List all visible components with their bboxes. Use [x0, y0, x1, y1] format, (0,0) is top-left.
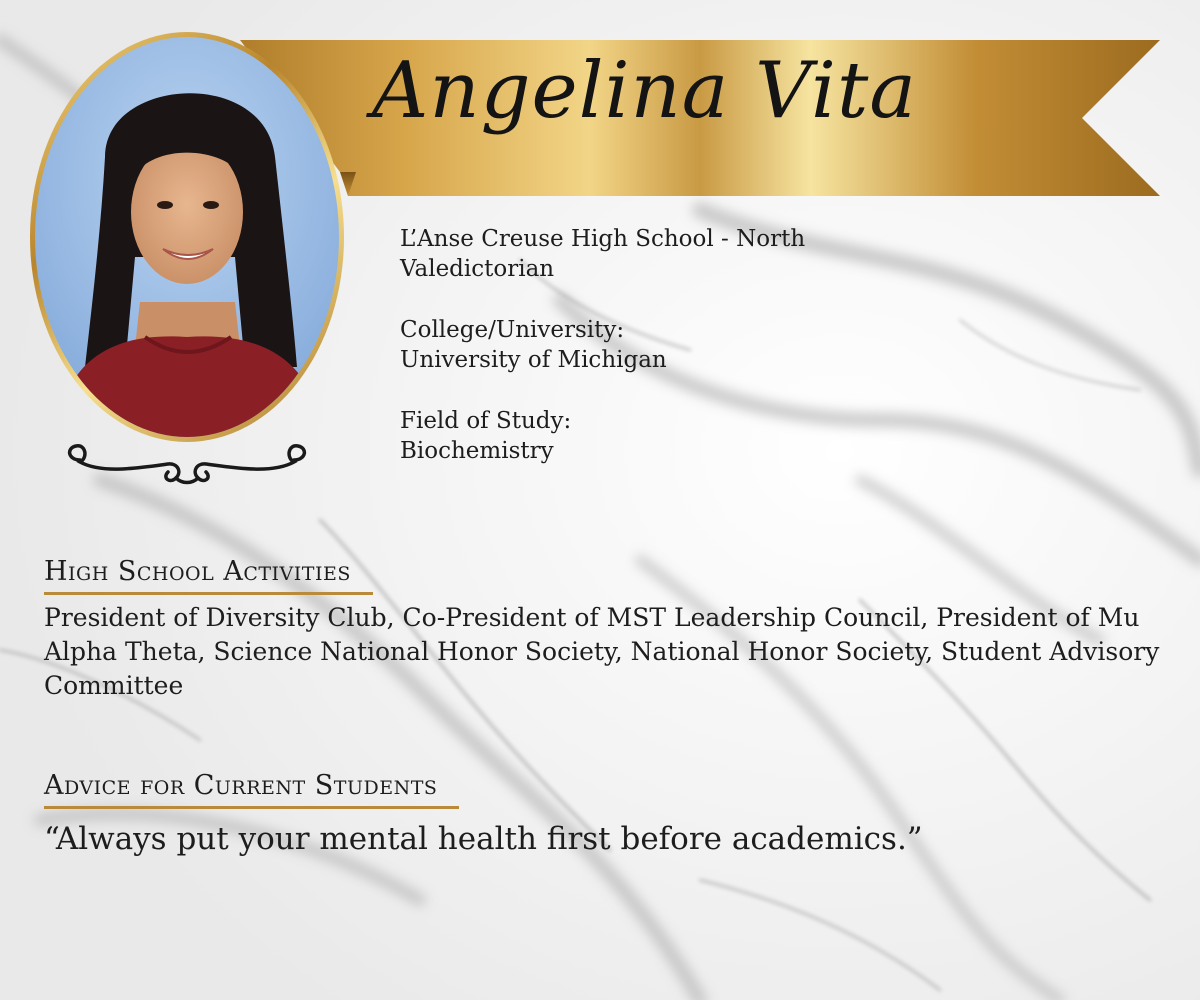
student-name: Angelina Vita	[372, 46, 917, 136]
activities-section	[44, 556, 1164, 703]
honor-title: Valedictorian	[400, 256, 555, 282]
school-name: L’Anse Creuse High School - North	[400, 226, 806, 252]
field-group	[400, 406, 1040, 466]
scroll-flourish-icon	[58, 438, 316, 490]
advice-heading: Advice for Current Students	[44, 770, 459, 809]
student-photo	[35, 37, 339, 437]
portrait-frame	[30, 32, 344, 442]
activities-text: President of Diversity Club, Co-President of MST Leadership Council, President of Mu Alpha Theta, Science National Honor Society, National Honor Society, Student Advisory Committee	[44, 603, 1160, 700]
college-group	[400, 315, 1040, 375]
school-group	[400, 224, 1040, 284]
college-label: College/University:	[400, 317, 625, 343]
student-info	[400, 224, 1040, 497]
college-value: University of Michigan	[400, 347, 667, 373]
advice-section	[44, 770, 1164, 859]
field-value: Biochemistry	[400, 438, 554, 464]
field-label: Field of Study:	[400, 408, 572, 434]
activities-heading: High School Activities	[44, 556, 373, 595]
advice-quote: “Always put your mental health first before academics.”	[44, 821, 923, 857]
